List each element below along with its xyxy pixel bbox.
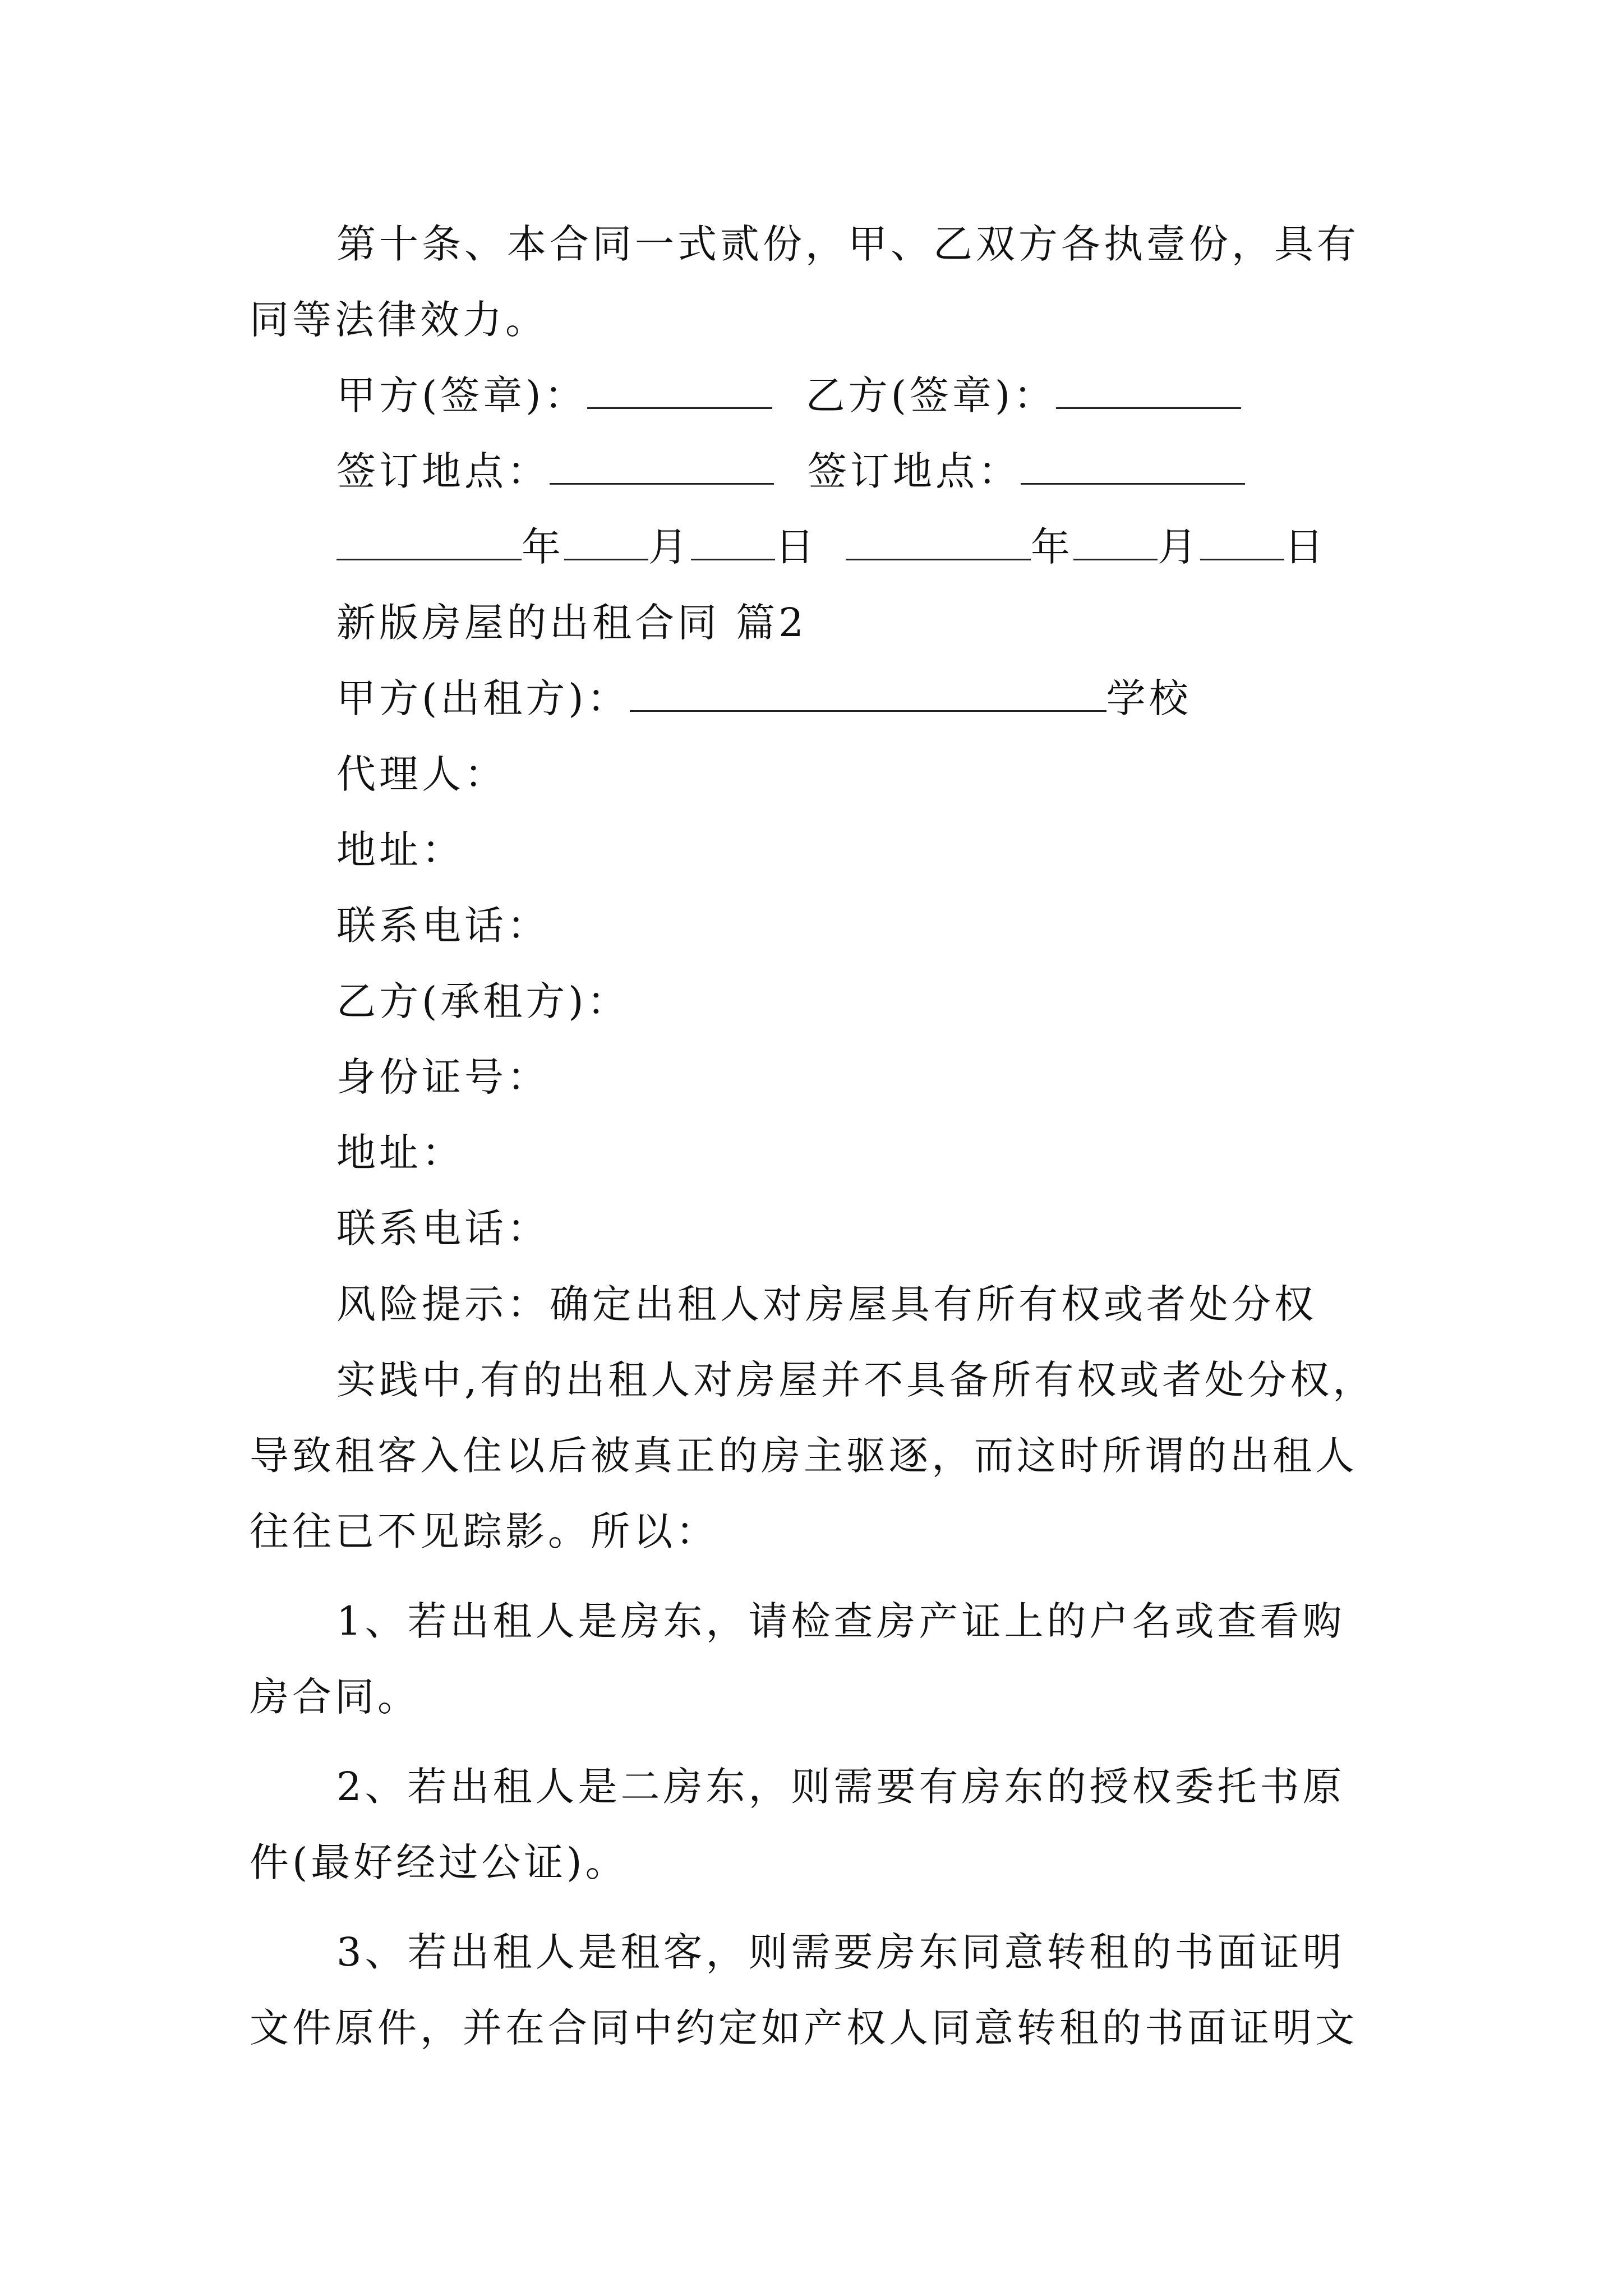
address-a-label: 地址： [336, 827, 464, 873]
sign-party-a-label: 甲方(签章)： [336, 372, 587, 418]
item3-line1: 3、若出租人是租客，则需要房东同意转租的书面证明 [336, 1929, 1345, 1975]
date-b-day: 日 [1284, 524, 1327, 570]
id-number-label: 身份证号： [336, 1054, 550, 1100]
sign-place-b-blank [1021, 444, 1245, 485]
date-b-month-blank [1073, 519, 1158, 560]
date-row [336, 519, 1327, 575]
date-b-day-blank [1200, 519, 1284, 560]
date-a-month-blank [564, 519, 648, 560]
practice-line3: 往往已不见踪影。所以： [250, 1508, 718, 1554]
article10-line2: 同等法律效力。 [250, 297, 548, 343]
date-b-month: 月 [1158, 524, 1200, 570]
party-b-label: 乙方(承租方)： [336, 978, 630, 1024]
sign-place-a-label: 签订地点： [336, 448, 550, 494]
sign-party-b-blank [1056, 368, 1241, 409]
date-b-year-blank [846, 519, 1031, 560]
phone-a-label: 联系电话： [336, 903, 550, 949]
item2-line2: 件(最好经过公证)。 [250, 1839, 628, 1885]
date-a-month: 月 [648, 524, 691, 570]
risk-heading: 风险提示：确定出租人对房屋具有所有权或者处分权 [336, 1281, 1317, 1327]
article10-line1: 第十条、本合同一式贰份，甲、乙双方各执壹份，具有 [336, 221, 1359, 267]
sign-place-b-label: 签订地点： [808, 448, 1021, 494]
party-a-suffix: 学校 [1106, 675, 1192, 721]
section-title: 新版房屋的出租合同 篇2 [336, 600, 807, 646]
signature-row [336, 367, 1241, 424]
date-b-year: 年 [1031, 524, 1073, 570]
item1-line1: 1、若出租人是房东，请检查房产证上的户名或查看购 [336, 1598, 1345, 1644]
sign-place-a-blank [550, 444, 774, 485]
date-a-year-blank [336, 519, 522, 560]
date-a-year: 年 [522, 524, 564, 570]
address-b-label: 地址： [336, 1130, 464, 1176]
sign-place-row [336, 443, 1245, 499]
party-a-label: 甲方(出租方)： [336, 675, 630, 721]
phone-b-label: 联系电话： [336, 1205, 550, 1251]
date-a-day: 日 [775, 524, 818, 570]
sign-party-a-blank [587, 368, 772, 409]
item1-line2: 房合同。 [250, 1674, 420, 1720]
party-a-row [336, 670, 1192, 726]
practice-line1: 实践中,有的出租人对房屋并不具备所有权或者处分权， [336, 1357, 1376, 1403]
party-a-blank [630, 671, 1106, 712]
item2-line1: 2、若出租人是二房东，则需要有房东的授权委托书原 [336, 1764, 1345, 1810]
item3-line2: 文件原件，并在合同中约定如产权人同意转租的书面证明文 [250, 2005, 1358, 2051]
sign-party-b-label: 乙方(签章)： [805, 372, 1057, 418]
practice-line2: 导致租客入住以后被真正的房主驱逐，而这时所谓的出租人 [250, 1433, 1358, 1479]
date-a-day-blank [691, 519, 775, 560]
agent-label: 代理人： [336, 751, 507, 797]
